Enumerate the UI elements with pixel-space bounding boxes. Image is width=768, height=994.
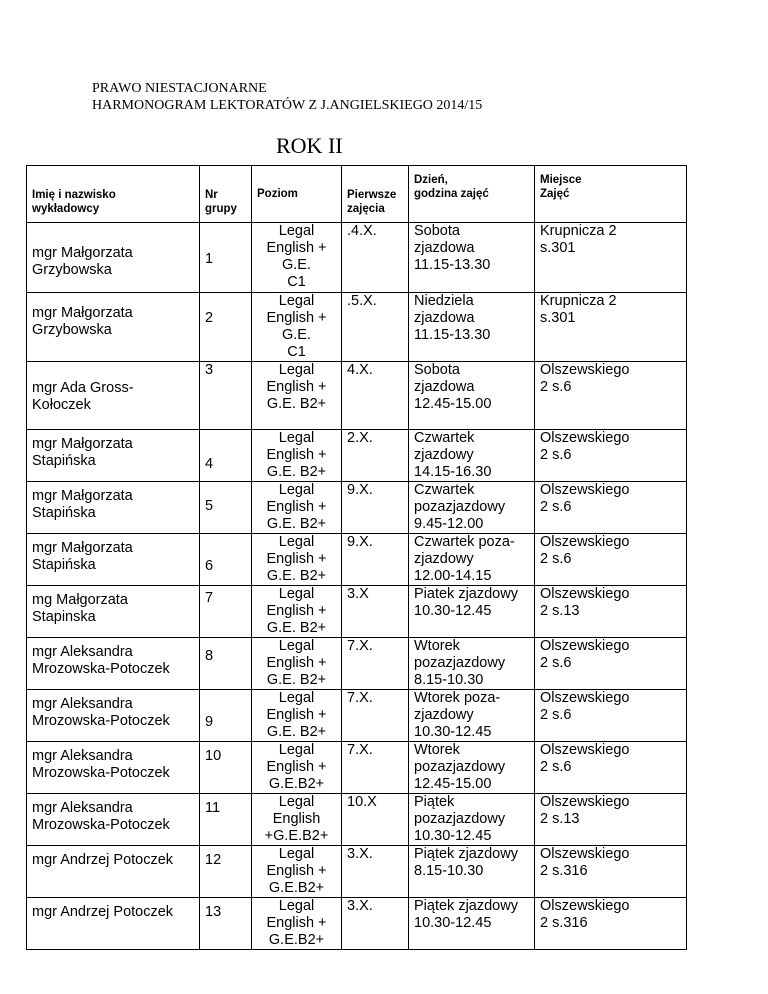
cell-place: Olszewskiego 2 s.13	[535, 586, 687, 638]
column-header-group: Nr grupy	[200, 166, 252, 223]
cell-level: Legal English + G.E. B2+	[252, 430, 342, 482]
cell-day-time: Wtorek pozazjazdowy 12.45-15.00	[409, 742, 535, 794]
cell-first-class: 2.X.	[342, 430, 409, 482]
cell-lecturer: mgr Małgorzata Stapińska	[27, 534, 200, 586]
cell-level: Legal English + G.E. B2+	[252, 638, 342, 690]
cell-place: Olszewskiego 2 s.6	[535, 482, 687, 534]
cell-place: Olszewskiego 2 s.6	[535, 534, 687, 586]
cell-group: 6	[200, 534, 252, 586]
cell-place: Olszewskiego 2 s.6	[535, 742, 687, 794]
cell-group: 12	[200, 846, 252, 898]
table-row	[27, 742, 687, 794]
schedule-table	[26, 165, 687, 950]
cell-level: Legal English + G.E. B2+	[252, 482, 342, 534]
cell-group: 13	[200, 898, 252, 950]
cell-place: Olszewskiego 2 s.316	[535, 846, 687, 898]
document-heading-line2: HARMONOGRAM LEKTORATÓW Z J.ANGIELSKIEGO 2014/15	[92, 98, 483, 113]
cell-first-class: 4.X.	[342, 362, 409, 430]
cell-first-class: .5.X.	[342, 293, 409, 362]
cell-group: 8	[200, 638, 252, 690]
document-heading-line1: PRAWO NIESTACJONARNE	[92, 81, 267, 96]
cell-first-class: 3.X.	[342, 898, 409, 950]
cell-day-time: Czwartek poza- zjazdowy 12.00-14.15	[409, 534, 535, 586]
table-row	[27, 638, 687, 690]
cell-first-class: .4.X.	[342, 223, 409, 293]
table-row	[27, 430, 687, 482]
cell-level: Legal English + G.E. B2+	[252, 586, 342, 638]
cell-place: Olszewskiego 2 s.6	[535, 430, 687, 482]
cell-place: Krupnicza 2 s.301	[535, 293, 687, 362]
cell-lecturer: mgr Aleksandra Mrozowska-Potoczek	[27, 794, 200, 846]
cell-lecturer: mgr Aleksandra Mrozowska-Potoczek	[27, 690, 200, 742]
column-header-day-time: Dzień, godzina zajęć	[409, 166, 535, 223]
cell-lecturer: mgr Małgorzata Stapińska	[27, 430, 200, 482]
cell-place: Olszewskiego 2 s.13	[535, 794, 687, 846]
cell-day-time: Czwartek zjazdowy 14.15-16.30	[409, 430, 535, 482]
table-row	[27, 362, 687, 430]
year-title: ROK II	[276, 133, 343, 158]
cell-level: Legal English + G.E. C1	[252, 223, 342, 293]
cell-level: Legal English +G.E.B2+	[252, 794, 342, 846]
cell-day-time: Wtorek poza- zjazdowy 10.30-12.45	[409, 690, 535, 742]
cell-first-class: 10.X	[342, 794, 409, 846]
cell-level: Legal English + G.E.B2+	[252, 846, 342, 898]
cell-group: 2	[200, 293, 252, 362]
column-header-place: Miejsce Zajęć	[535, 166, 687, 223]
cell-lecturer: mgr Andrzej Potoczek	[27, 846, 200, 898]
table-row	[27, 690, 687, 742]
cell-group: 5	[200, 482, 252, 534]
cell-place: Olszewskiego 2 s.6	[535, 638, 687, 690]
cell-day-time: Piątek zjazdowy 10.30-12.45	[409, 898, 535, 950]
cell-level: Legal English + G.E.B2+	[252, 898, 342, 950]
cell-day-time: Piatek zjazdowy 10.30-12.45	[409, 586, 535, 638]
column-header-level: Poziom	[252, 166, 342, 223]
cell-level: Legal English + G.E. B2+	[252, 534, 342, 586]
table-row	[27, 223, 687, 293]
schedule-body	[27, 223, 687, 950]
cell-day-time: Piątek pozazjazdowy 10.30-12.45	[409, 794, 535, 846]
column-header-lecturer: Imię i nazwisko wykładowcy	[27, 166, 200, 223]
cell-group: 1	[200, 223, 252, 293]
cell-group: 9	[200, 690, 252, 742]
cell-group: 3	[200, 362, 252, 430]
cell-lecturer: mgr Małgorzata Stapińska	[27, 482, 200, 534]
cell-level: Legal English + G.E. C1	[252, 293, 342, 362]
cell-first-class: 3.X.	[342, 846, 409, 898]
cell-first-class: 3.X	[342, 586, 409, 638]
table-row	[27, 293, 687, 362]
cell-lecturer: mgr Aleksandra Mrozowska-Potoczek	[27, 638, 200, 690]
cell-lecturer: mgr Andrzej Potoczek	[27, 898, 200, 950]
cell-group: 4	[200, 430, 252, 482]
table-row	[27, 846, 687, 898]
cell-lecturer: mgr Małgorzata Grzybowska	[27, 293, 200, 362]
table-header-row	[27, 166, 687, 223]
cell-day-time: Niedziela zjazdowa 11.15-13.30	[409, 293, 535, 362]
cell-day-time: Czwartek pozazjazdowy 9.45-12.00	[409, 482, 535, 534]
cell-lecturer: mg Małgorzata Stapinska	[27, 586, 200, 638]
table-row	[27, 586, 687, 638]
table-row	[27, 794, 687, 846]
cell-day-time: Sobota zjazdowa 12.45-15.00	[409, 362, 535, 430]
cell-lecturer: mgr Ada Gross- Kołoczek	[27, 362, 200, 430]
cell-day-time: Sobota zjazdowa 11.15-13.30	[409, 223, 535, 293]
cell-place: Olszewskiego 2 s.6	[535, 690, 687, 742]
cell-first-class: 7.X.	[342, 638, 409, 690]
table-row	[27, 482, 687, 534]
table-row	[27, 898, 687, 950]
cell-day-time: Wtorek pozazjazdowy 8.15-10.30	[409, 638, 535, 690]
cell-lecturer: mgr Aleksandra Mrozowska-Potoczek	[27, 742, 200, 794]
cell-first-class: 9.X.	[342, 482, 409, 534]
column-header-first-class: Pierwsze zajęcia	[342, 166, 409, 223]
cell-level: Legal English + G.E. B2+	[252, 362, 342, 430]
cell-place: Olszewskiego 2 s.6	[535, 362, 687, 430]
cell-group: 7	[200, 586, 252, 638]
cell-level: Legal English + G.E.B2+	[252, 742, 342, 794]
cell-group: 10	[200, 742, 252, 794]
cell-first-class: 7.X.	[342, 742, 409, 794]
cell-first-class: 9.X.	[342, 534, 409, 586]
cell-level: Legal English + G.E. B2+	[252, 690, 342, 742]
cell-first-class: 7.X.	[342, 690, 409, 742]
cell-place: Olszewskiego 2 s.316	[535, 898, 687, 950]
cell-place: Krupnicza 2 s.301	[535, 223, 687, 293]
cell-lecturer: mgr Małgorzata Grzybowska	[27, 223, 200, 293]
table-row	[27, 534, 687, 586]
cell-day-time: Piątek zjazdowy 8.15-10.30	[409, 846, 535, 898]
cell-group: 11	[200, 794, 252, 846]
